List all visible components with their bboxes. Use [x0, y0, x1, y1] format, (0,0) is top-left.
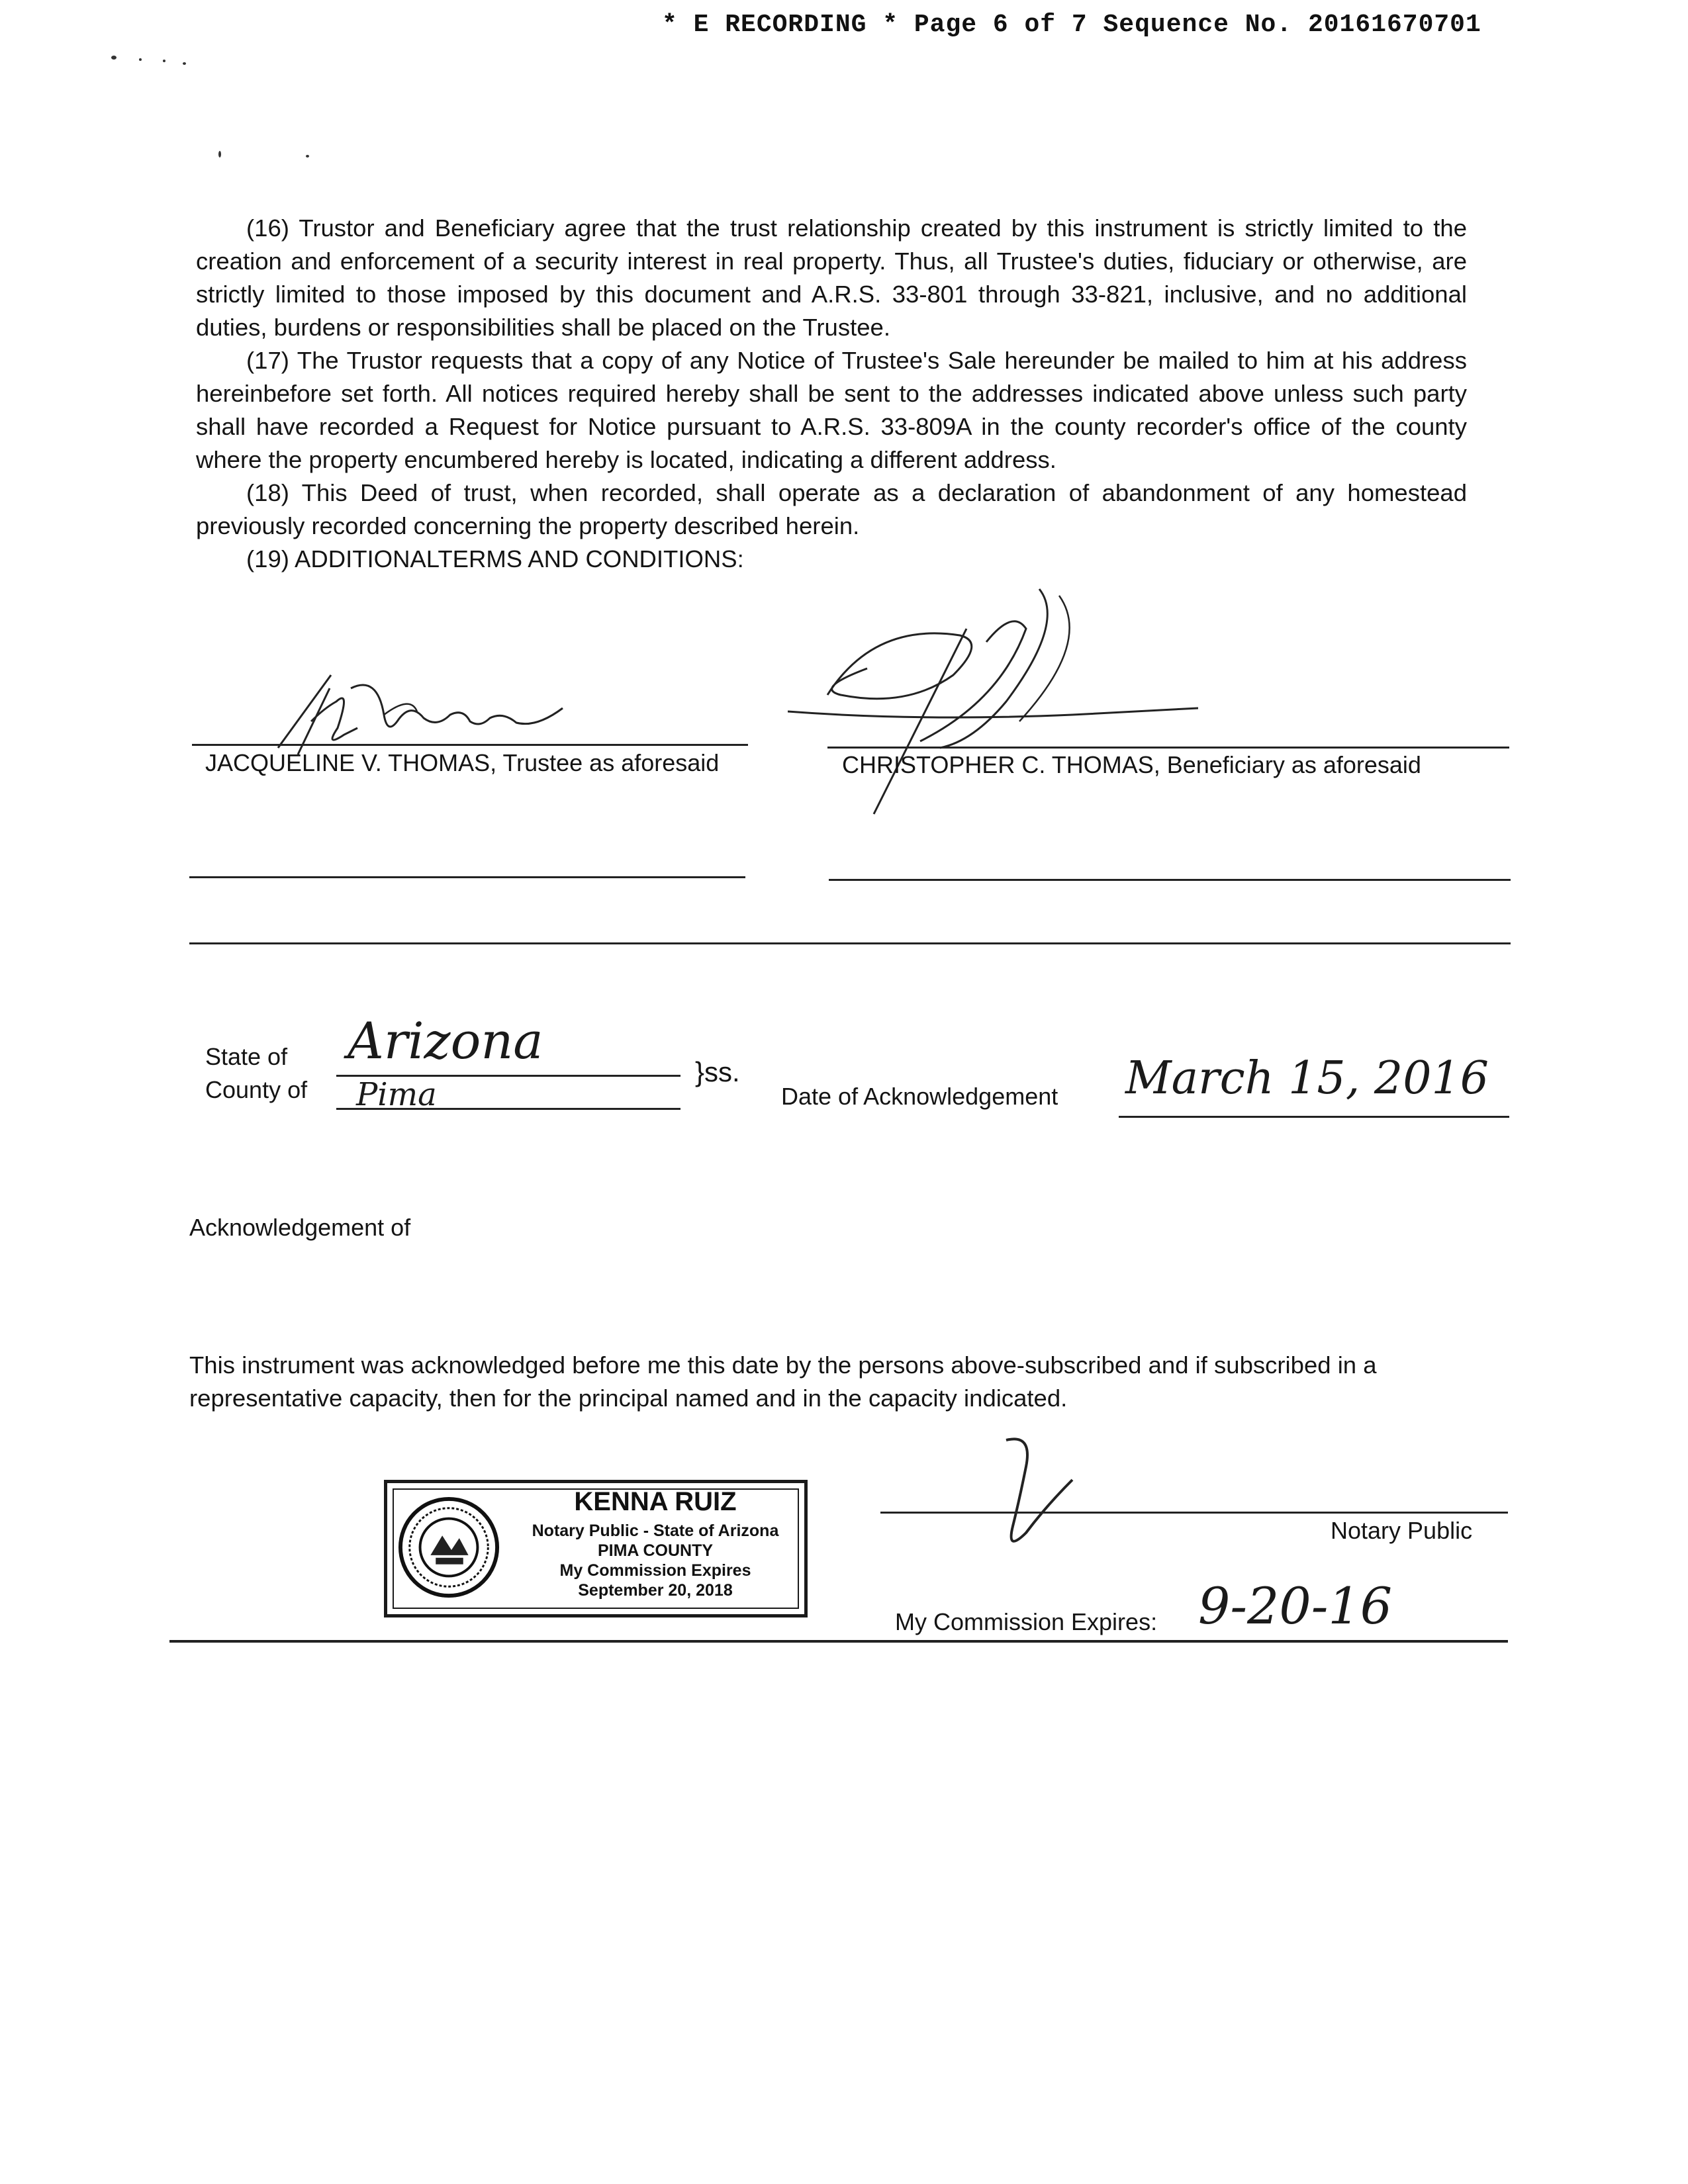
county-value: Pima — [356, 1076, 437, 1113]
state-seal-icon — [397, 1495, 501, 1600]
date-of-acknowledgement-value: March 15, 2016 — [1125, 1052, 1489, 1105]
acknowledgement-heading: Acknowledgement of — [189, 1214, 411, 1241]
scan-speck — [218, 151, 221, 158]
notary-seal-stamp — [384, 1480, 808, 1617]
state-label: State of — [205, 1043, 288, 1070]
section-divider — [189, 942, 1511, 944]
clause-19: (19) ADDITIONALTERMS AND CONDITIONS: — [246, 545, 744, 572]
scan-speck — [111, 56, 117, 60]
seal-line-1: Notary Public - State of Arizona — [532, 1522, 779, 1540]
notary-public-label: Notary Public — [1331, 1517, 1473, 1544]
commission-expires-value: 9-20-16 — [1198, 1576, 1393, 1635]
recording-header: * E RECORDING * Page 6 of 7 Sequence No. 20161670701 — [662, 11, 1481, 39]
clause-17: (17) The Trustor requests that a copy of any Notice of Trustee's Sale hereunder be mailed to him at his address hereinbefore set forth. All notices required hereby shall be sent to the addresses indicated above unless such party shall have recorded a Request for Notice pursuant to A.R.S. 33-809A in the county recorder's office of the county where the property encumbered hereby is located, indicating a different address. — [196, 347, 1467, 473]
scan-speck — [163, 60, 165, 62]
scan-speck — [306, 155, 309, 158]
date-of-acknowledgement-label: Date of Acknowledgement — [781, 1083, 1058, 1110]
clause-18: (18) This Deed of trust, when recorded, shall operate as a declaration of abandonment of any homestead previously recorded concerning the property described herein. — [196, 479, 1467, 539]
scan-speck — [139, 58, 142, 61]
blank-signature-line-right — [829, 879, 1511, 881]
county-line — [336, 1108, 680, 1110]
ss-mark: }ss. — [695, 1056, 740, 1087]
beneficiary-caption: CHRISTOPHER C. THOMAS, Beneficiary as aforesaid — [842, 751, 1421, 778]
seal-line-3: My Commission Expires — [559, 1561, 751, 1580]
blank-signature-line-left — [189, 876, 745, 878]
commission-expires-label: My Commission Expires: — [895, 1608, 1158, 1635]
scan-speck — [183, 62, 186, 65]
beneficiary-signature-line — [827, 747, 1509, 749]
notary-bottom-line — [169, 1640, 1508, 1643]
seal-name: KENNA RUIZ — [574, 1487, 737, 1516]
acknowledgement-statement: This instrument was acknowledged before me this date by the persons above-subscribed and if subscribed in a representative capacity, then for the principal named and in the capacity indicated. — [189, 1351, 1377, 1412]
state-value: Arizona — [348, 1011, 543, 1070]
seal-line-4: September 20, 2018 — [578, 1581, 733, 1600]
trustee-signature-line — [192, 744, 748, 746]
seal-line-2: PIMA COUNTY — [597, 1541, 714, 1560]
notary-signature-line — [880, 1512, 1508, 1514]
county-label: County of — [205, 1076, 308, 1103]
clause-16: (16) Trustor and Beneficiary agree that the trust relationship created by this instrument is strictly limited to the creation and enforcement of a security interest in real property. Thus, all Trustee's duties, fiduciary or otherwise, are strictly limited to those imposed by this document and A.R.S. 33-801 through 33-821, inclusive, and no additional duties, burdens or responsibilities shall be placed on the Trustee. — [196, 214, 1467, 341]
beneficiary-signature — [788, 582, 1198, 821]
date-line — [1119, 1116, 1509, 1118]
notary-signature — [980, 1427, 1112, 1559]
trustee-caption: JACQUELINE V. THOMAS, Trustee as aforesaid — [205, 749, 720, 776]
